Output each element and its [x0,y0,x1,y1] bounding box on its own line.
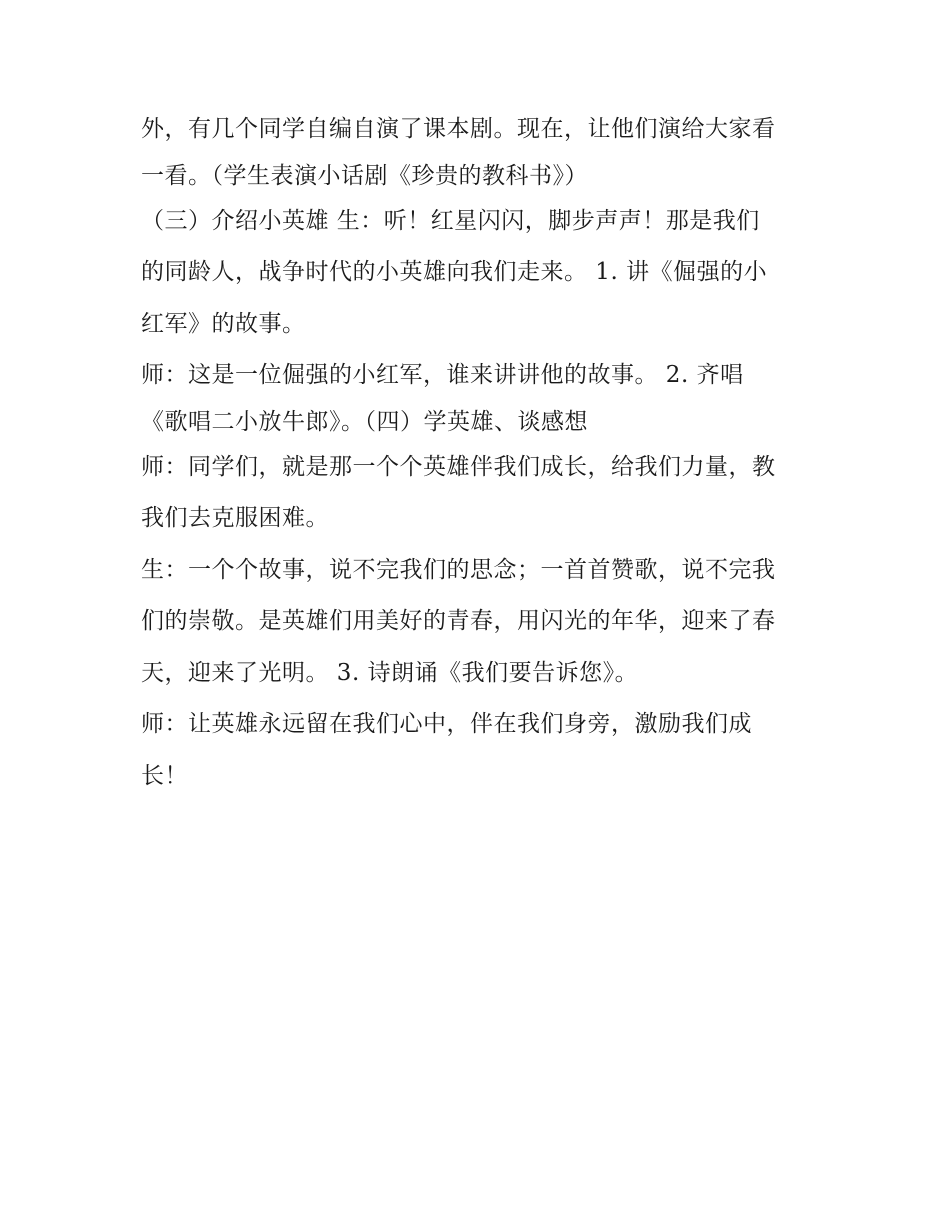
text-line: 我们去克服困难。 [141,505,329,531]
text-line: 师：这是一位倔强的小红军，谁来讲讲他的故事。 2. 齐唱 [141,362,744,388]
text-line: 外，有几个同学自编自演了课本剧。现在，让他们演给大家看 [141,116,776,142]
text-line: 红军》的故事。 [141,310,306,337]
text-line: 生：一个个故事，说不完我们的思念；一首首赞歌，说不完我 [141,556,776,583]
text-line: 的同龄人，战争时代的小英雄向我们走来。 1. 讲《倔强的小 [141,259,768,285]
document-body [141,104,831,802]
text-line: 天，迎来了光明。 3. 诗朗诵《我们要告诉您》。 [141,659,639,686]
text-line: 师：让英雄永远留在我们心中，伴在我们身旁，激励我们成 [141,711,752,737]
text-line: 长！ [141,762,188,789]
text-line: （三）介绍小英雄 生：听！红星闪闪，脚步声声！那是我们 [141,207,760,234]
text-line: 们的崇敬。是英雄们用美好的青春，用闪光的年华，迎来了春 [141,608,776,634]
text-line: 《歌唱二小放牛郎》。（四）学英雄、谈感想 [141,408,588,435]
text-line: 师：同学们，就是那一个个英雄伴我们成长，给我们力量，教 [141,453,776,480]
text-line: 一看。（学生表演小话剧《珍贵的教科书》） [141,162,588,189]
